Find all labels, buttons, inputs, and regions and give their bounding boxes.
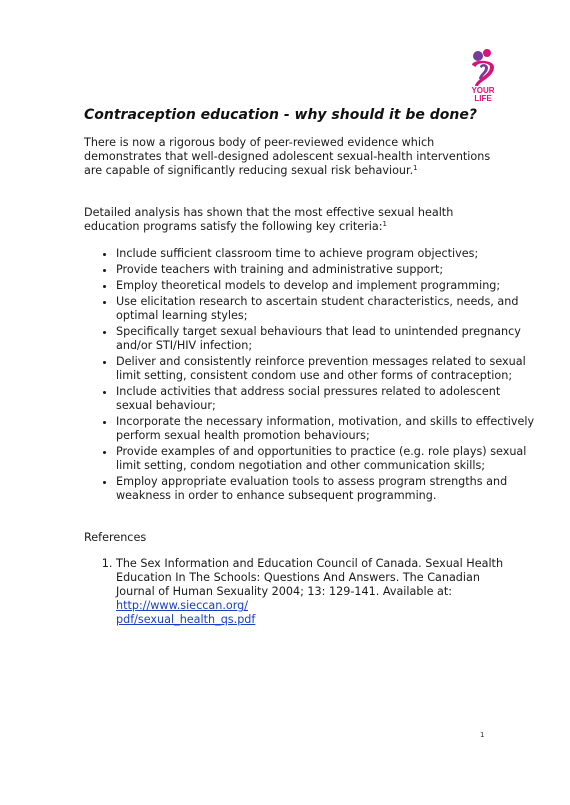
your-life-logo <box>466 47 500 103</box>
criteria-list <box>84 247 536 505</box>
criteria-item: • Incorporate the necessary information, motivation, and skills to effectively perform sexual health promotion behaviours; <box>116 415 536 443</box>
references-heading: References <box>84 531 147 544</box>
reference-link-part2: pdf/sexual_health_qs.pdf <box>116 613 256 626</box>
reference-link[interactable] <box>116 599 255 626</box>
reference-item <box>116 557 516 627</box>
references-list <box>84 557 516 627</box>
criteria-item: • Employ theoretical models to develop and implement programming; <box>116 279 536 293</box>
intro-text: There is now a rigorous body of peer-reviewed evidence which demonstrates that well-designed adolescent sexual-health interventions are capable of significantly reducing sexual risk behaviour. <box>84 136 491 177</box>
criteria-item: • Employ appropriate evaluation tools to assess program strengths and weakness in order to enhance subsequent programming. <box>116 475 536 503</box>
your-life-logo-icon <box>466 47 500 87</box>
reference-text: The Sex Information and Education Council of Canada. Sexual Health Education In The Schools: Questions And Answers. The Canadian Journal of Human Sexuality 2004; 13: 129-141. Available at: <box>116 557 504 598</box>
criteria-item: • Provide teachers with training and administrative support; <box>116 263 536 277</box>
intro-footnote-ref: 1 <box>413 164 418 172</box>
intro-paragraph <box>84 136 494 178</box>
criteria-item: • Include activities that address social pressures related to adolescent sexual behaviour; <box>116 385 536 413</box>
analysis-paragraph <box>84 206 494 234</box>
criteria-item: • Use elicitation research to ascertain student characteristics, needs, and optimal learning styles; <box>116 295 536 323</box>
logo-text-line2: LIFE <box>474 94 492 103</box>
criteria-item: • Provide examples of and opportunities to practice (e.g. role plays) sexual limit setting, condom negotiation and other communication skills; <box>116 445 536 473</box>
reference-link-part1: http://www.sieccan.org/ <box>116 599 248 612</box>
criteria-item: • Specifically target sexual behaviours that lead to unintended pregnancy and/or STI/HIV infection; <box>116 325 536 353</box>
page-number: 1 <box>480 731 485 739</box>
analysis-text: Detailed analysis has shown that the most effective sexual health education programs satisfy the following key criteria: <box>84 206 454 233</box>
page-title: Contraception education - why should it be done? <box>84 107 477 123</box>
criteria-item: • Deliver and consistently reinforce prevention messages related to sexual limit setting, consistent condom use and other forms of contraception; <box>116 355 536 383</box>
logo-text-line1: YOUR <box>471 86 495 95</box>
criteria-item: • Include sufficient classroom time to achieve program objectives; <box>116 247 536 261</box>
analysis-footnote-ref: 1 <box>382 220 387 228</box>
